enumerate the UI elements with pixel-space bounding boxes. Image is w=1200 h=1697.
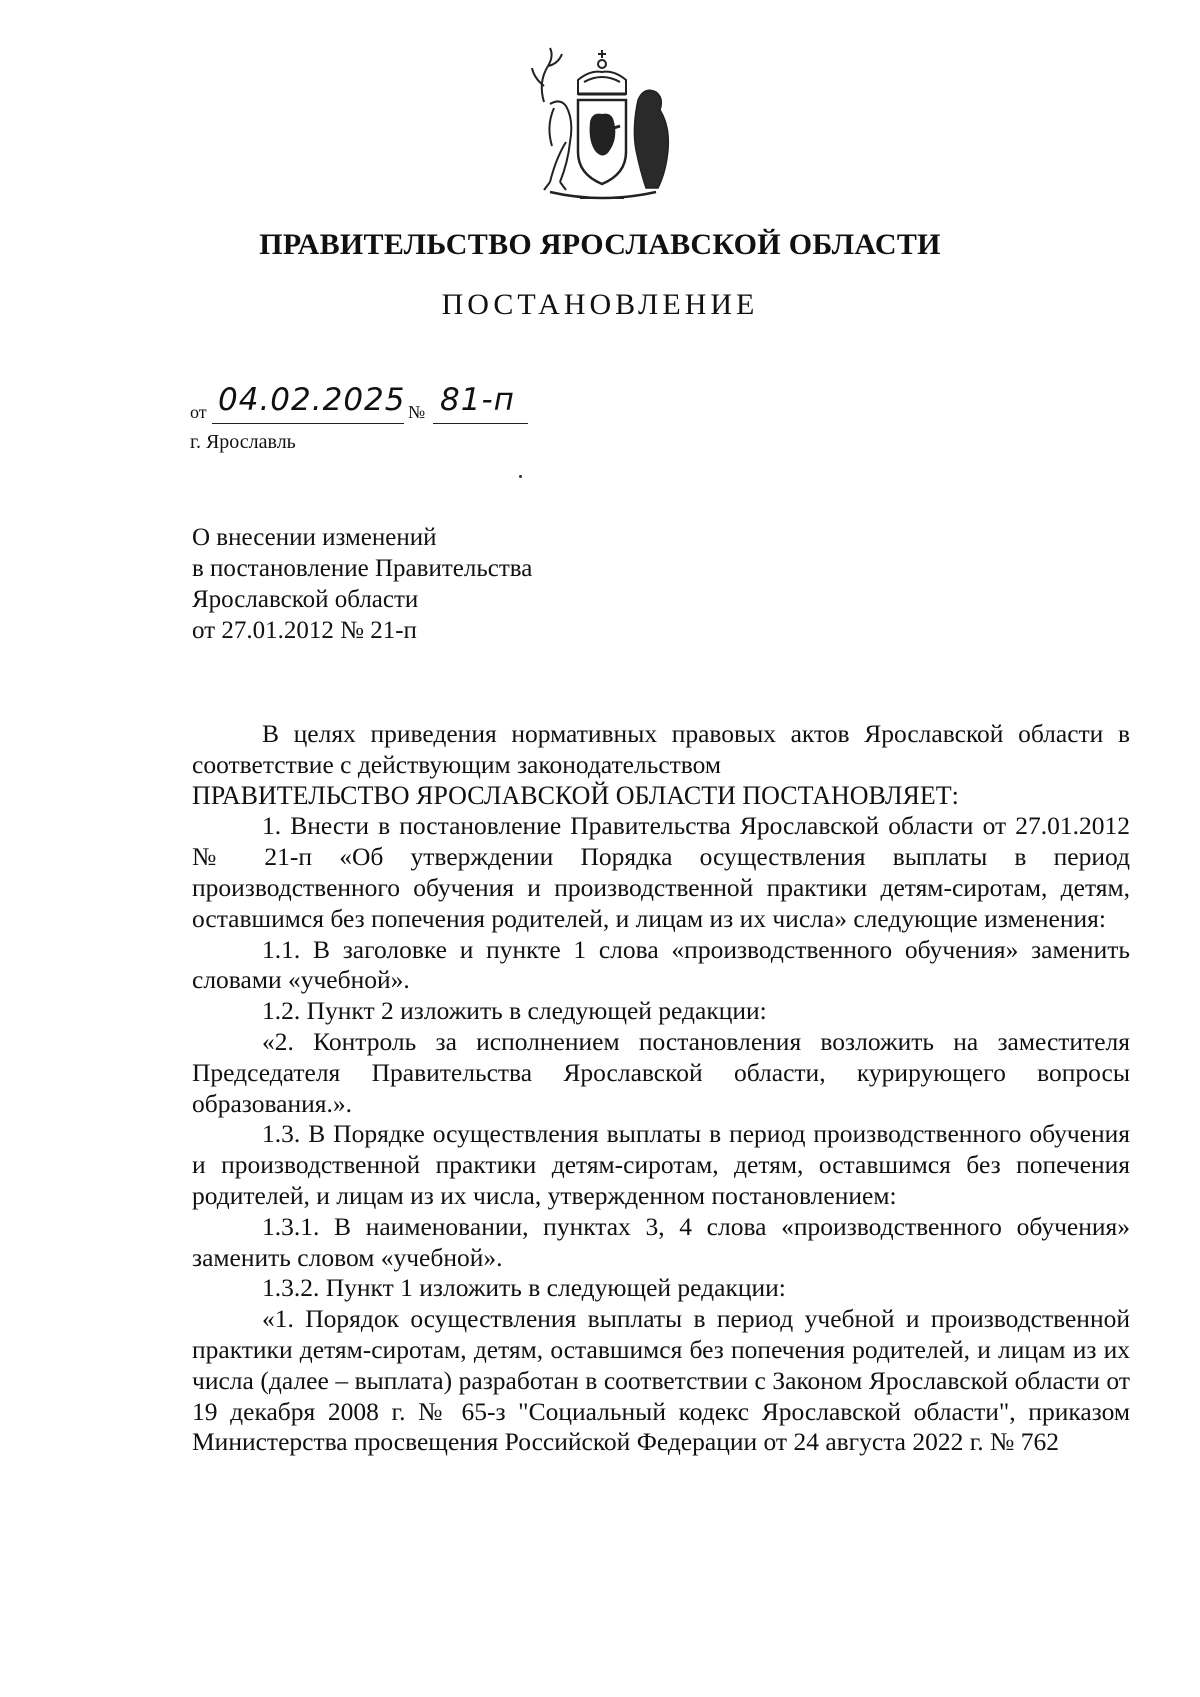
subject-line: Ярославской области [192,586,419,613]
subject-line: в постановление Правительства [192,555,533,582]
dateline [190,382,590,428]
number-underline [433,423,528,424]
city-line: г. Ярославль [190,431,296,453]
clause-1-2: 1.2. Пункт 2 изложить в следующей редакции: [262,996,767,1026]
coat-of-arms-icon [520,42,685,207]
date-label: от [190,402,207,422]
clause-1-3-1: 1.3.1. В наименовании, пунктах 3, 4 слова «производственного обучения» заменить словом «учебной». [192,1211,1130,1272]
government-title: ПРАВИТЕЛЬСТВО ЯРОСЛАВСКОЙ ОБЛАСТИ [259,228,941,261]
resolves-heading: ПРАВИТЕЛЬСТВО ЯРОСЛАВСКОЙ ОБЛАСТИ ПОСТАНОВЛЯЕТ: [192,780,959,810]
scan-dot [519,475,522,478]
number-label: № [408,402,426,422]
document-type: ПОСТАНОВЛЕНИЕ [441,288,759,321]
clause-1-3-2-text: «1. Порядок осуществления выплаты в период учебной и производственной практики детям-сиротам, детям, оставшимся без попечения родителей, и лицам из их числа (далее – выплата) разработан в соответствии с Законом Ярославской области от 19 декабря 2008 г. № 65-з "Социальный кодекс Ярославской области", приказом Министерства просвещения Российской Федерации от 24 августа 2022 г. № 762 [192,1304,1130,1457]
clause-1-2-text: «2. Контроль за исполнением постановления возложить на заместителя Председателя Правительства Ярославской области, курирующего вопросы образования.». [192,1026,1130,1118]
handwritten-date: 04.02.2025 [218,382,406,418]
clause-1: 1. Внести в постановление Правительства Ярославской области от 27.01.2012 № 21-п «Об утверждении Порядка осуществления выплаты в период производственного обучения и производственной практики детям-сиротам, детям, оставшимся без попечения родителей, и лицам из их числа» следующие изменения: [192,811,1130,933]
preamble-paragraph: В целях приведения нормативных правовых актов Ярославской области в соответствие с действующим законодательством [192,719,1130,779]
document-body [192,719,1130,1458]
clause-1-3: 1.3. В Порядке осуществления выплаты в период производственного обучения и производственной практики детям-сиротам, детям, оставшимся без попечения родителей, и лицам из их числа, утвержденном постановлением: [192,1119,1130,1210]
subject-line: от 27.01.2012 № 21-п [192,617,417,644]
subject-block [192,522,752,646]
handwritten-number: 81-п [440,382,515,418]
subject-line: О внесении изменений [192,524,437,551]
clause-1-3-2: 1.3.2. Пункт 1 изложить в следующей редакции: [262,1273,786,1303]
date-underline [212,423,404,424]
clause-1-1: 1.1. В заголовке и пункте 1 слова «производственного обучения» заменить словами «учебной». [192,934,1130,995]
